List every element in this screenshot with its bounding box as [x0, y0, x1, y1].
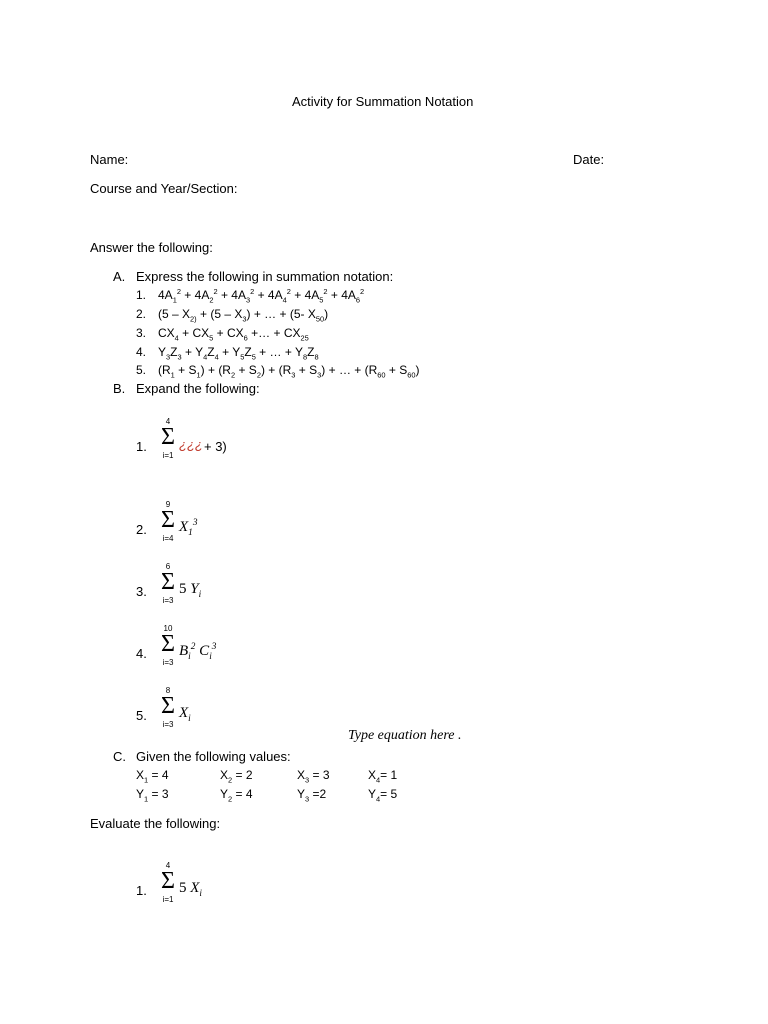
page-title: Activity for Summation Notation: [292, 94, 474, 109]
section-a-item-number: 1.: [136, 288, 147, 302]
section-a-item-number: 5.: [136, 363, 147, 377]
summand-expression: 5 $X_i$: [179, 880, 203, 899]
sum-lower-limit: i=3: [162, 658, 174, 667]
section-a-marker: A.: [113, 269, 126, 284]
section-c-heading: Given the following values:: [136, 749, 291, 764]
x-value: $X_3 = 3$: [297, 768, 330, 785]
y-value: $Y_1 = 3$: [136, 787, 169, 804]
sigma-symbol: Σ: [161, 424, 175, 450]
section-a-item-number: 4.: [136, 345, 147, 359]
expression-tail: + 3): [204, 439, 227, 454]
sigma-symbol: Σ: [161, 693, 175, 719]
item-number: 4.: [136, 646, 147, 661]
sum-lower-limit: i=4: [162, 534, 174, 543]
date-label: Date:: [573, 152, 605, 167]
item-number: 3.: [136, 584, 147, 599]
x-value: $X_2 = 2$: [220, 768, 253, 785]
y-value: $Y_3 =2$: [297, 787, 327, 804]
sigma-symbol: Σ: [161, 868, 175, 894]
sum-lower-limit: i=3: [162, 720, 174, 729]
section-a-item-number: 3.: [136, 326, 147, 340]
item-number: 5.: [136, 708, 147, 723]
section-a-item-expression: $CX_4 + CX_5 + CX_6$ +… + $CX_{25}$: [158, 326, 309, 343]
sum-upper-limit: 8: [165, 686, 171, 695]
sum-upper-limit: 4: [165, 417, 171, 426]
x-value: $X_4= 1$: [368, 768, 398, 785]
section-c-marker: C.: [113, 749, 126, 764]
evaluate-heading: Evaluate the following:: [90, 816, 221, 831]
sum-upper-limit: 10: [163, 624, 173, 633]
unrendered-expression: ¿¿¿: [179, 437, 203, 452]
item-number: 1.: [136, 439, 147, 454]
section-a-item-expression: $(R_1 + S_1) + (R_2 + S_2) + (R_3 + S_3)$ + … + $(R_{60} + S_{60})$: [158, 363, 420, 380]
section-b-heading: Expand the following:: [136, 381, 260, 396]
name-label: Name:: [90, 152, 129, 167]
sigma-symbol: Σ: [161, 507, 175, 533]
section-b-marker: B.: [113, 381, 126, 396]
summand-expression: $B_i^2$ $C_i^3$: [179, 642, 217, 662]
section-a-item-expression: ($5 - X_{2)} + (5 - X_3)$ + … + (5- $X_{50}$): [158, 307, 329, 324]
section-a-item-number: 2.: [136, 307, 147, 321]
course-label: Course and Year/Section:: [90, 181, 238, 196]
sigma-symbol: Σ: [161, 569, 175, 595]
summand-expression: 5 $Y_i$: [179, 581, 202, 600]
section-a-item-expression: $4A_1^2 + 4A_2^2 + 4A_3^2 + 4A_4^2 + 4A_5^2 + 4A_6^2$: [158, 287, 365, 305]
item-number: 2.: [136, 522, 147, 537]
sum-upper-limit: 6: [165, 562, 171, 571]
instructions: Answer the following:: [90, 240, 213, 255]
sum-lower-limit: i=1: [162, 451, 174, 460]
sigma-symbol: Σ: [161, 631, 175, 657]
sum-upper-limit: 4: [165, 861, 171, 870]
y-value: $Y_2 = 4$: [220, 787, 253, 804]
sum-lower-limit: i=3: [162, 596, 174, 605]
x-value: $X_1 = 4$: [136, 768, 169, 785]
summand-expression: $X_1^3$: [179, 518, 198, 538]
section-a-heading: Express the following in summation notation:: [136, 269, 394, 284]
summand-expression: $X_i$: [179, 705, 191, 724]
item-number: 1.: [136, 883, 147, 898]
sum-upper-limit: 9: [165, 500, 171, 509]
equation-placeholder[interactable]: Type equation here .: [348, 728, 462, 743]
sum-lower-limit: i=1: [162, 895, 174, 904]
section-a-item-expression: $Y_3Z_3 + Y_4Z_4 + Y_5Z_5$ + … + $Y_8Z_8$: [158, 345, 319, 362]
y-value: $Y_4= 5$: [368, 787, 398, 804]
